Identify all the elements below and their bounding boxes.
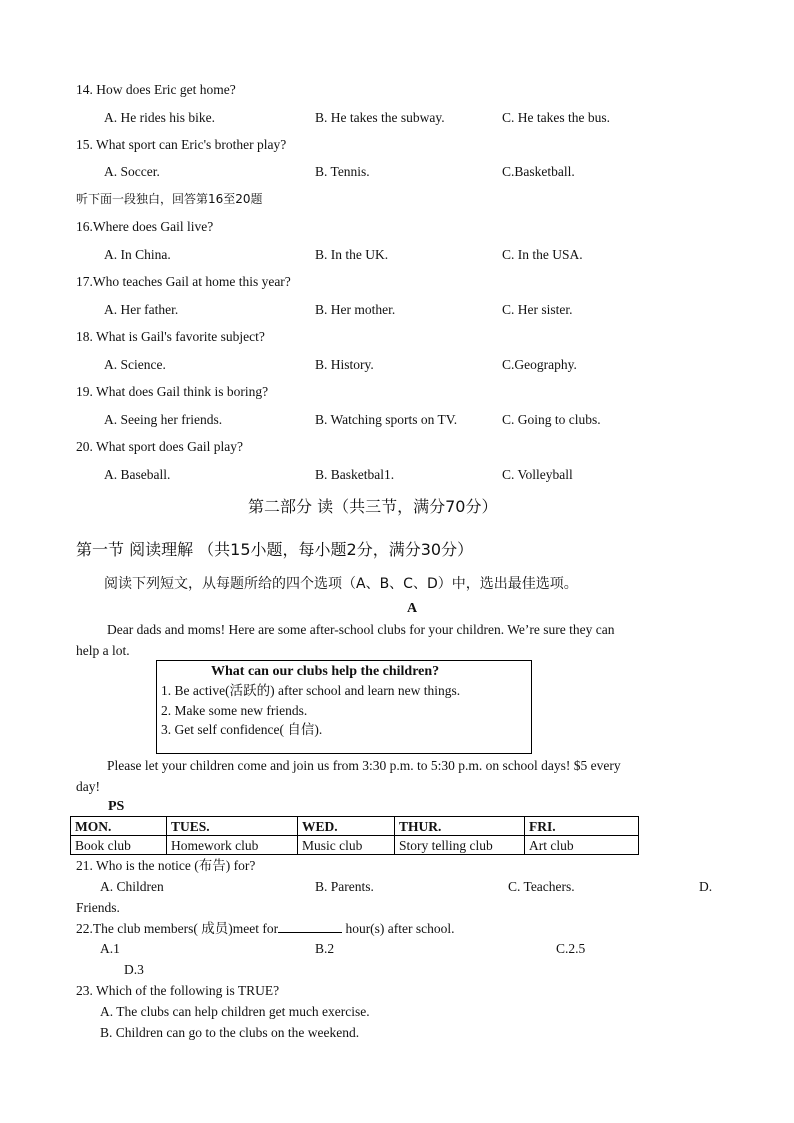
passage-label: A <box>407 601 418 616</box>
question-22 <box>76 921 455 937</box>
club-monday: Book club <box>71 836 167 855</box>
question-20: 20. What sport does Gail play? <box>76 439 243 454</box>
q15-option-c: C.Basketball. <box>502 164 575 179</box>
q18-option-c: C.Geography. <box>502 357 577 372</box>
day-friday: FRI. <box>525 817 639 836</box>
club-schedule-table <box>70 816 639 855</box>
q21-option-c: C. Teachers. <box>508 879 575 894</box>
day-monday: MON. <box>71 817 167 836</box>
q19-option-a: A. Seeing her friends. <box>104 412 223 427</box>
box-title: What can our clubs help the children? <box>211 664 440 679</box>
passage-paragraph-2-line-1: Please let your children come and join us from 3:30 p.m. to 5:30 p.m. on school days! $5 every <box>107 758 621 773</box>
q21-option-d: D. <box>699 879 713 894</box>
schedule-header-row <box>71 817 639 836</box>
question-17: 17.Who teaches Gail at home this year? <box>76 274 291 289</box>
clubs-benefits-box <box>156 660 532 754</box>
q15-option-b: B. Tennis. <box>315 164 370 179</box>
q22-option-c: C.2.5 <box>556 941 586 956</box>
q21-option-a: A. Children <box>100 879 164 894</box>
question-19: 19. What does Gail think is boring? <box>76 384 269 399</box>
q23-option-b: B. Children can go to the clubs on the weekend. <box>100 1025 360 1040</box>
listening-instruction: 听下面一段独白，回答第16至20题 <box>76 192 263 206</box>
club-wednesday: Music club <box>298 836 395 855</box>
q16-option-b: B. In the UK. <box>315 247 389 262</box>
question-14: 14. How does Eric get home? <box>76 82 236 97</box>
ps-label: PS <box>108 799 125 814</box>
q20-option-b: B. Basketbal1. <box>315 467 395 482</box>
part-two-title: 第二部分 读（共三节，满分70分） <box>248 497 498 516</box>
question-15: 15. What sport can Eric's brother play? <box>76 137 287 152</box>
q15-option-a: A. Soccer. <box>104 164 160 179</box>
question-23: 23. Which of the following is TRUE? <box>76 983 280 998</box>
club-friday: Art club <box>525 836 639 855</box>
day-thursday: THUR. <box>395 817 525 836</box>
q22-option-d: D.3 <box>124 962 144 977</box>
q16-option-c: C. In the USA. <box>502 247 583 262</box>
q17-option-a: A. Her father. <box>104 302 179 317</box>
q16-option-a: A. In China. <box>104 247 171 262</box>
q23-option-a: A. The clubs can help children get much exercise. <box>100 1004 370 1019</box>
q21-option-d-text: Friends. <box>76 900 120 915</box>
q22-stem-start: 22.The club members( 成员)meet for <box>76 921 279 936</box>
q22-option-b: B.2 <box>315 941 335 956</box>
schedule-club-row <box>71 836 639 855</box>
q21-option-b: B. Parents. <box>315 879 374 894</box>
q14-option-a: A. He rides his bike. <box>104 110 215 125</box>
question-18: 18. What is Gail's favorite subject? <box>76 329 265 344</box>
club-tuesday: Homework club <box>167 836 298 855</box>
q18-option-a: A. Science. <box>104 357 166 372</box>
day-tuesday: TUES. <box>167 817 298 836</box>
day-wednesday: WED. <box>298 817 395 836</box>
q19-option-c: C. Going to clubs. <box>502 412 601 427</box>
q20-option-c: C. Volleyball <box>502 467 573 482</box>
passage-paragraph-1-line-1: Dear dads and moms! Here are some after-school clubs for your children. We’re sure they can <box>107 622 615 637</box>
club-thursday: Story telling club <box>395 836 525 855</box>
passage-paragraph-1-line-2: help a lot. <box>76 643 130 658</box>
q20-option-a: A. Baseball. <box>104 467 171 482</box>
answer-blank <box>278 921 342 933</box>
q14-option-b: B. He takes the subway. <box>315 110 445 125</box>
q19-option-b: B. Watching sports on TV. <box>315 412 458 427</box>
question-16: 16.Where does Gail live? <box>76 219 214 234</box>
box-item-3: 3. Get self confidence( 自信). <box>161 722 323 737</box>
box-item-2: 2. Make some new friends. <box>161 703 308 718</box>
q22-stem-end: hour(s) after school. <box>345 921 455 936</box>
question-21: 21. Who is the notice (布告) for? <box>76 858 256 873</box>
q17-option-c: C. Her sister. <box>502 302 573 317</box>
passage-paragraph-2-line-2: day! <box>76 779 100 794</box>
q22-option-a: A.1 <box>100 941 120 956</box>
section-one-title: 第一节 阅读理解 （共15小题，每小题2分，满分30分） <box>76 540 474 559</box>
reading-instruction: 阅读下列短文，从每题所给的四个选项（A、B、C、D）中，选出最佳选项。 <box>104 576 578 592</box>
q14-option-c: C. He takes the bus. <box>502 110 610 125</box>
q18-option-b: B. History. <box>315 357 374 372</box>
q17-option-b: B. Her mother. <box>315 302 396 317</box>
box-item-1: 1. Be active(活跃的) after school and learn new things. <box>161 683 461 698</box>
